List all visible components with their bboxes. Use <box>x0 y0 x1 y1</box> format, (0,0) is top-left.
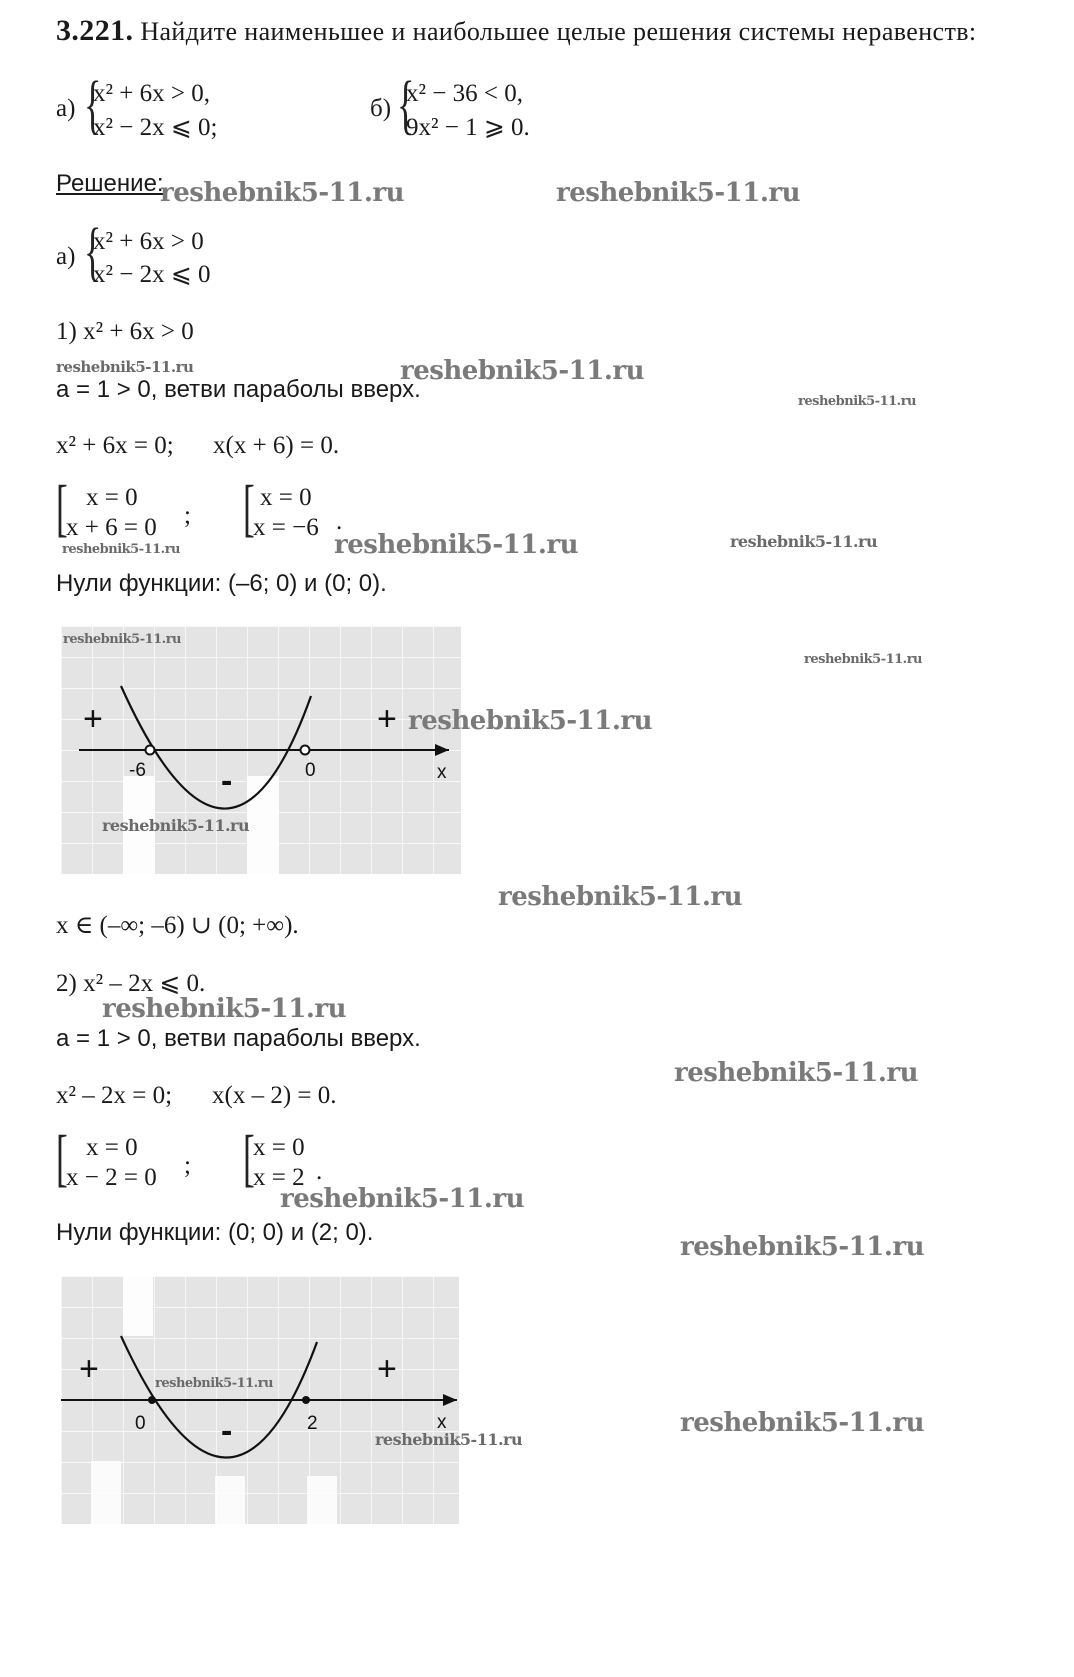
part1-root-right-label: 0 <box>305 760 316 781</box>
task-b-label: б) <box>370 95 392 122</box>
part2-axis-label: x <box>437 1412 447 1433</box>
task-a-brace: { <box>84 68 102 141</box>
watermark: reshebnik5-11.ru <box>556 178 801 208</box>
part2-case-left-1: x = 0 <box>86 1134 138 1161</box>
part1-answer: x ∈ (–∞; –6) ∪ (0; +∞). <box>56 912 299 939</box>
part1-case-right-1: x = 0 <box>260 484 312 511</box>
part2-plus-left: + <box>79 1350 99 1388</box>
task-a-label: а) <box>56 95 76 122</box>
part2-graph-svg <box>61 1276 459 1524</box>
part2-grid-gap-3 <box>215 1476 245 1524</box>
part1-parabola-graph <box>61 626 461 874</box>
watermark: reshebnik5-11.ru <box>280 1184 525 1214</box>
solution-system-label: а) <box>56 243 76 270</box>
part2-grid-gap-1 <box>123 1276 153 1336</box>
part2-equation-1: x² – 2x = 0; <box>56 1082 173 1109</box>
task-b-line-1: x² − 36 < 0, <box>406 80 523 107</box>
watermark: reshebnik5-11.ru <box>730 532 878 551</box>
part2-case-left-2: x − 2 = 0 <box>66 1164 157 1191</box>
solution-system-line-2: x² − 2x ⩽ 0 <box>93 261 211 288</box>
part1-plus-left: + <box>83 700 103 738</box>
part2-case-right-1: x = 0 <box>253 1134 305 1161</box>
part1-root-left-point <box>146 746 155 755</box>
part1-equation-2: x(x + 6) = 0. <box>213 432 340 459</box>
watermark: reshebnik5-11.ru <box>680 1232 925 1262</box>
watermark: reshebnik5-11.ru <box>375 1430 523 1449</box>
watermark: reshebnik5-11.ru <box>334 530 579 560</box>
part1-case-separator: ; <box>184 502 191 529</box>
watermark: reshebnik5-11.ru <box>63 632 182 647</box>
part2-coefficient: a = 1 > 0, ветви параболы вверх. <box>56 1025 421 1052</box>
part2-parabola-graph <box>61 1276 459 1524</box>
part1-grid-gap-2 <box>247 776 279 874</box>
part1-coefficient: a = 1 > 0, ветви параболы вверх. <box>56 376 421 403</box>
part2-zeros: Нули функции: (0; 0) и (2; 0). <box>56 1219 374 1246</box>
part2-root-right-point <box>302 1396 310 1404</box>
task-b-brace: { <box>397 68 415 141</box>
watermark: reshebnik5-11.ru <box>102 816 250 835</box>
part1-bracket-left: [ <box>56 472 68 543</box>
solution-heading: Решение: <box>56 170 164 197</box>
problem-statement: Найдите наименьшее и наибольшее целые решения системы неравенств: <box>140 17 977 46</box>
task-b-line-2: 9x² − 1 ⩾ 0. <box>406 114 530 141</box>
problem-title <box>56 14 977 48</box>
part2-bracket-left: [ <box>56 1122 68 1193</box>
solution-system-brace: { <box>84 215 102 288</box>
part1-case-end: . <box>336 508 343 535</box>
part1-case-left-2: x + 6 = 0 <box>66 514 157 541</box>
part1-zeros: Нули функции: (–6; 0) и (0; 0). <box>56 570 387 597</box>
watermark: reshebnik5-11.ru <box>102 994 347 1024</box>
part1-case-right-2: x = −6 <box>253 514 319 541</box>
watermark: reshebnik5-11.ru <box>680 1408 925 1438</box>
part1-bracket-right: [ <box>243 472 255 543</box>
part1-root-right-point <box>301 746 310 755</box>
watermark: reshebnik5-11.ru <box>408 706 653 736</box>
watermark: reshebnik5-11.ru <box>56 358 194 376</box>
part1-heading: 1) x² + 6x > 0 <box>56 318 194 345</box>
part1-axis-label: x <box>437 762 447 783</box>
part2-plus-right: + <box>377 1350 397 1388</box>
watermark: reshebnik5-11.ru <box>155 1376 274 1391</box>
part2-case-right-2: x = 2 <box>253 1164 305 1191</box>
part2-grid-gap-2 <box>91 1461 121 1524</box>
part2-grid-gap-4 <box>307 1476 337 1524</box>
part2-root-right-label: 2 <box>307 1413 318 1434</box>
part2-equation-2: x(x – 2) = 0. <box>212 1082 337 1109</box>
part1-equation-1: x² + 6x = 0; <box>56 432 174 459</box>
watermark: reshebnik5-11.ru <box>400 356 645 386</box>
watermark: reshebnik5-11.ru <box>804 652 923 667</box>
watermark: reshebnik5-11.ru <box>62 542 181 557</box>
watermark: reshebnik5-11.ru <box>160 178 405 208</box>
part2-heading: 2) x² – 2x ⩽ 0. <box>56 970 206 997</box>
part1-graph-svg <box>61 626 461 874</box>
task-a-line-1: x² + 6x > 0, <box>93 80 210 107</box>
watermark: reshebnik5-11.ru <box>498 882 743 912</box>
task-a-line-2: x² − 2x ⩽ 0; <box>93 114 218 141</box>
part1-case-left-1: x = 0 <box>86 484 138 511</box>
part2-root-left-point <box>148 1396 156 1404</box>
solution-system-line-1: x² + 6x > 0 <box>93 228 204 255</box>
part2-minus: - <box>221 1412 233 1450</box>
part1-plus-right: + <box>377 700 397 738</box>
part1-root-left-label: -6 <box>129 760 146 781</box>
watermark: reshebnik5-11.ru <box>674 1058 919 1088</box>
watermark: reshebnik5-11.ru <box>798 394 917 409</box>
part2-case-end: . <box>316 1158 323 1185</box>
part2-root-left-label: 0 <box>135 1413 146 1434</box>
part1-minus: - <box>221 762 233 800</box>
problem-number: 3.221. <box>56 14 134 47</box>
part2-case-separator: ; <box>184 1152 191 1179</box>
part2-bracket-right: [ <box>243 1122 255 1193</box>
